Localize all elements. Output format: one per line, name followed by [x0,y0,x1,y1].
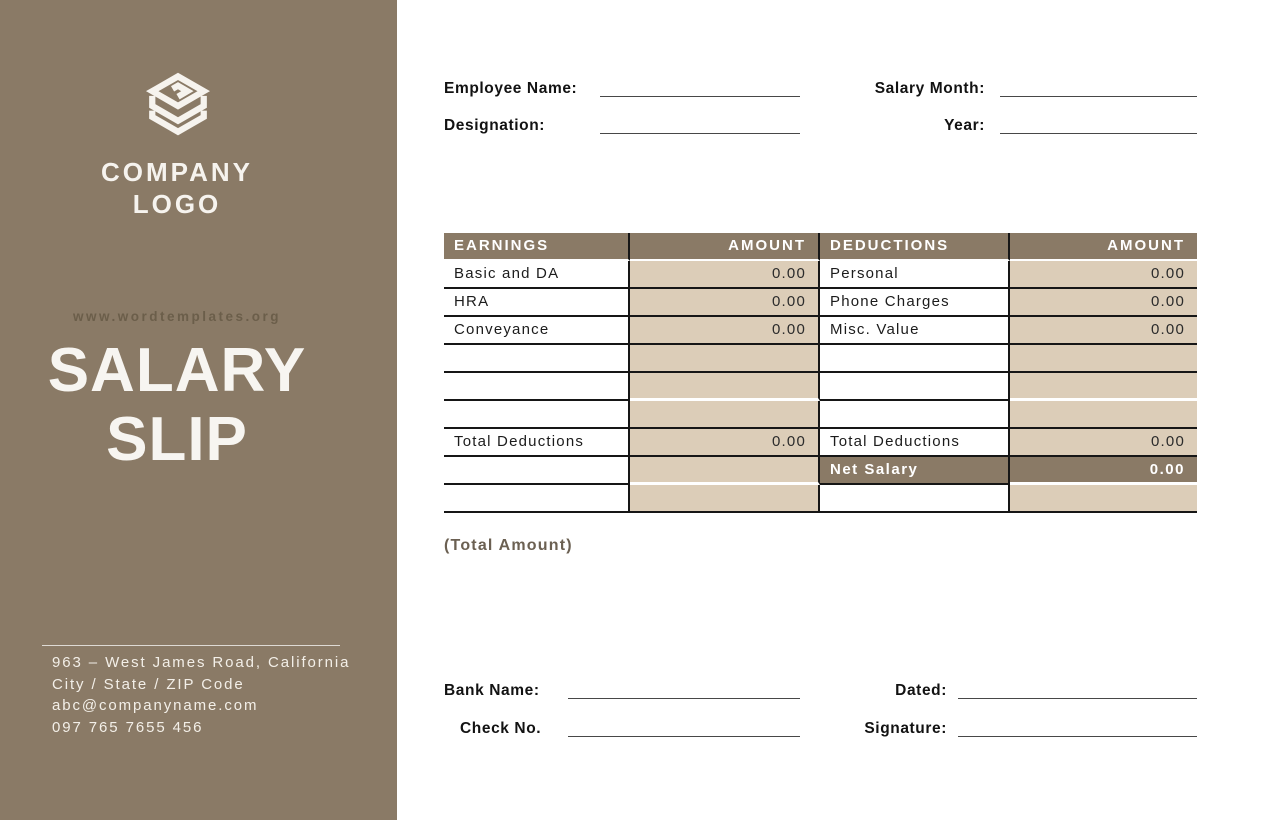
empty-amount-cell[interactable] [630,401,820,429]
document-title-line1: SALARY [47,336,307,405]
empty-cell [444,457,630,485]
bank-name-input-line[interactable] [568,698,800,699]
earning-name-cell: HRA [444,289,630,317]
salary-table [444,233,1197,513]
designation-input-line[interactable] [600,133,800,134]
earning-amount-cell[interactable]: 0.00 [630,317,820,345]
total-deductions-amount-cell[interactable]: 0.00 [1010,429,1197,457]
company-address [52,652,382,738]
company-name-line2: LOGO [132,189,222,219]
empty-cell [444,345,630,373]
table-header-earnings: EARNINGS [444,233,630,261]
earning-amount-cell[interactable]: 0.00 [630,261,820,289]
company-name-line1: COMPANY [101,157,253,187]
deduction-amount-cell[interactable]: 0.00 [1010,289,1197,317]
check-no-label: Check No. [460,720,542,737]
deduction-name-cell: Misc. Value [820,317,1010,345]
earning-name-cell: Basic and DA [444,261,630,289]
dated-input-line[interactable] [958,698,1197,699]
year-label: Year: [944,117,985,134]
dated-label: Dated: [895,682,947,699]
designation-label: Designation: [444,117,546,134]
empty-cell [820,373,1010,401]
empty-amount-cell[interactable] [1010,401,1197,429]
empty-amount-cell[interactable] [630,373,820,401]
address-street: 963 – West James Road, California [52,654,351,671]
table-header-amount-deductions: AMOUNT [1010,233,1197,261]
address-divider [42,645,340,646]
signature-input-line[interactable] [958,736,1197,737]
salary-month-label: Salary Month: [874,80,985,97]
employee-name-label: Employee Name: [444,80,578,97]
document-title [0,336,354,474]
total-amount-note: (Total Amount) [444,537,573,554]
bank-name-label: Bank Name: [444,682,540,699]
deduction-amount-cell[interactable]: 0.00 [1010,261,1197,289]
empty-amount-cell[interactable] [1010,373,1197,401]
empty-amount-cell[interactable] [630,345,820,373]
signature-label: Signature: [864,720,947,737]
company-logo-icon [139,64,217,148]
deduction-amount-cell[interactable]: 0.00 [1010,317,1197,345]
company-name [0,156,354,220]
year-input-line[interactable] [1000,133,1197,134]
website-text: www.wordtemplates.org [72,309,282,324]
total-deductions-label-cell: Total Deductions [820,429,1010,457]
address-email: abc@companyname.com [52,697,259,714]
address-city: City / State / ZIP Code [52,675,245,693]
empty-amount-cell[interactable] [1010,485,1197,513]
earning-name-cell: Conveyance [444,317,630,345]
deduction-name-cell: Phone Charges [820,289,1010,317]
net-salary-amount-cell[interactable]: 0.00 [1010,457,1197,485]
empty-amount-cell[interactable] [1010,345,1197,373]
total-earnings-amount-cell[interactable]: 0.00 [630,429,820,457]
total-earnings-label-cell: Total Deductions [444,429,630,457]
check-no-input-line[interactable] [568,736,800,737]
table-header-amount-earnings: AMOUNT [630,233,820,261]
empty-amount-cell[interactable] [630,485,820,513]
empty-cell [820,485,1010,513]
salary-month-input-line[interactable] [1000,96,1197,97]
address-phone: 097 765 7655 456 [52,718,204,736]
document-title-line2: SLIP [106,405,248,474]
empty-amount-cell[interactable] [630,457,820,485]
net-salary-label-cell: Net Salary [820,457,1010,485]
empty-cell [820,345,1010,373]
table-header-deductions: DEDUCTIONS [820,233,1010,261]
empty-cell [820,401,1010,429]
sidebar [0,0,397,820]
empty-cell [444,401,630,429]
deduction-name-cell: Personal [820,261,1010,289]
empty-cell [444,373,630,401]
earning-amount-cell[interactable]: 0.00 [630,289,820,317]
employee-name-input-line[interactable] [600,96,800,97]
empty-cell [444,485,630,513]
